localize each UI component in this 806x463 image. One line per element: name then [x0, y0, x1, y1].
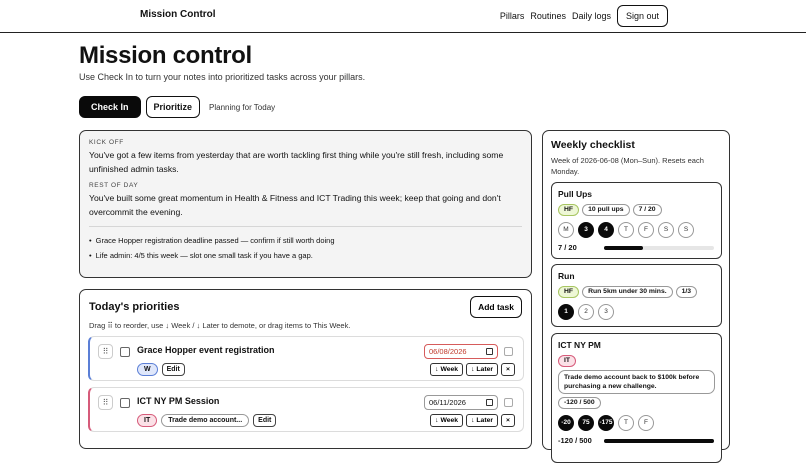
calendar-icon[interactable]	[486, 399, 493, 406]
demote-later-button[interactable]: ↓ Later	[466, 414, 498, 427]
progress-bar	[604, 439, 714, 443]
habit-card-run	[551, 264, 722, 327]
progress-label: 7 / 20	[558, 243, 577, 252]
progress-bar-fill	[604, 439, 714, 443]
task-complete-checkbox[interactable]	[120, 398, 130, 408]
habit-name: Run	[558, 271, 575, 281]
day-toggle[interactable]: 3	[578, 222, 594, 238]
task-chips	[137, 414, 276, 427]
check-in-button[interactable]: Check In	[79, 96, 141, 118]
pillar-badge: HF	[558, 204, 579, 216]
sign-out-button[interactable]: Sign out	[617, 5, 668, 27]
demote-week-button[interactable]: ↓ Week	[430, 414, 463, 427]
habit-count-chip: 7 / 20	[633, 204, 662, 216]
weekly-checklist-subtitle: Week of 2026-06-08 (Mon–Sun). Resets each Monday.	[551, 156, 704, 176]
weekly-checklist-title: Weekly checklist	[551, 139, 635, 151]
habit-progress	[558, 436, 715, 445]
task-actions	[430, 414, 515, 427]
pillar-badge: W	[137, 363, 158, 376]
day-toggles	[558, 415, 715, 431]
progress-bar	[604, 246, 714, 250]
day-toggle[interactable]: 75	[578, 415, 594, 431]
task-actions	[430, 363, 515, 376]
remove-task-button[interactable]: ×	[501, 414, 515, 427]
calendar-icon[interactable]	[486, 348, 493, 355]
task-complete-checkbox[interactable]	[120, 347, 130, 357]
progress-label: -120 / 500	[558, 436, 592, 445]
habit-chips	[558, 204, 715, 216]
habit-count-chip: -120 / 500	[558, 397, 601, 409]
nav-link-pillars[interactable]: Pillars	[499, 11, 525, 21]
habit-name: ICT NY PM	[558, 340, 601, 350]
day-toggle[interactable]: -175	[598, 415, 614, 431]
drag-handle-icon[interactable]: ⠿	[98, 344, 113, 359]
pillar-badge: IT	[558, 355, 576, 367]
remove-task-button[interactable]: ×	[501, 363, 515, 376]
day-toggle[interactable]: 1	[558, 304, 574, 320]
task-select-checkbox[interactable]	[504, 347, 513, 356]
page-subtitle: Use Check In to turn your notes into prioritized tasks across your pillars.	[79, 72, 366, 82]
day-toggle[interactable]: M	[558, 222, 574, 238]
habit-goal-chip: 10 pull ups	[582, 204, 630, 216]
demote-later-button[interactable]: ↓ Later	[466, 363, 498, 376]
day-toggle[interactable]: S	[658, 222, 674, 238]
brand-logo[interactable]: Mission Control	[140, 9, 216, 20]
kickoff-text: You've got a few items from yesterday that are worth tackling first thing while you're still fresh, including some unfinished admin tasks.	[89, 150, 504, 174]
habit-goal-chip: Trade demo account back to $100k before purchasing a new challenge.	[558, 370, 715, 394]
pillar-badge: HF	[558, 286, 579, 298]
priorities-hint: Drag ⠿ to reorder, use ↓ Week / ↓ Later to demote, or drag items to This Week.	[89, 321, 351, 330]
day-toggle[interactable]: F	[638, 222, 654, 238]
task-date-input[interactable]	[424, 344, 498, 359]
task-title: Grace Hopper event registration	[137, 345, 275, 355]
task-date-value: 06/11/2026	[429, 398, 466, 407]
prioritize-button[interactable]: Prioritize	[146, 96, 201, 118]
demote-week-button[interactable]: ↓ Week	[430, 363, 463, 376]
habit-goal-chip: Run 5km under 30 mins.	[582, 286, 673, 298]
checkin-summary-card	[79, 130, 532, 278]
rest-of-day-text: You've built some great momentum in Health & Fitness and ICT Trading this week; keep that going and don't overcommit the evening.	[89, 193, 501, 217]
task-date-input[interactable]	[424, 395, 498, 410]
day-toggle[interactable]: F	[638, 415, 654, 431]
edit-button[interactable]: Edit	[162, 363, 185, 376]
habit-chips	[558, 286, 715, 298]
task-title: ICT NY PM Session	[137, 396, 220, 406]
day-toggles	[558, 304, 715, 320]
top-nav	[0, 0, 806, 33]
list-item: • Grace Hopper registration deadline passed — confirm if still worth doing	[89, 233, 522, 248]
kickoff-label: KICK OFF	[89, 139, 124, 146]
task-row[interactable]	[88, 336, 524, 381]
pillar-badge: IT	[137, 414, 157, 427]
habit-card-pull-ups	[551, 182, 722, 259]
habit-progress	[558, 243, 715, 252]
day-toggle[interactable]: 3	[598, 304, 614, 320]
weekly-checklist-card	[542, 130, 730, 450]
linked-goal-chip: Trade demo account...	[161, 414, 249, 427]
checkin-notes	[89, 226, 522, 263]
day-toggle[interactable]: T	[618, 222, 634, 238]
habit-count-chip: 1/3	[676, 286, 697, 298]
task-chips	[137, 363, 185, 376]
nav-link-daily-logs[interactable]: Daily logs	[571, 11, 611, 21]
day-toggle[interactable]: 4	[598, 222, 614, 238]
day-toggles	[558, 222, 715, 238]
day-toggle[interactable]: -20	[558, 415, 574, 431]
task-select-checkbox[interactable]	[504, 398, 513, 407]
nav-link-routines[interactable]: Routines	[530, 11, 566, 21]
progress-bar-fill	[604, 246, 643, 250]
rest-of-day-label: REST OF DAY	[89, 182, 139, 189]
habit-chips	[558, 355, 715, 409]
habit-card-ict-ny-pm	[551, 333, 722, 463]
day-toggle[interactable]: 2	[578, 304, 594, 320]
priorities-title: Today's priorities	[89, 301, 180, 313]
mode-bar	[79, 96, 275, 118]
add-task-button[interactable]: Add task	[470, 296, 522, 318]
nav-links	[500, 5, 668, 27]
page-title: Mission control	[79, 42, 252, 69]
habit-name: Pull Ups	[558, 189, 593, 199]
day-toggle[interactable]: S	[678, 222, 694, 238]
day-toggle[interactable]: T	[618, 415, 634, 431]
todays-priorities-card	[79, 289, 532, 449]
kickoff-section	[89, 139, 522, 176]
rest-of-day-section	[89, 182, 522, 219]
list-item: • Life admin: 4/5 this week — slot one small task if you have a gap.	[89, 248, 522, 263]
planning-label: Planning for Today	[209, 102, 276, 112]
task-date-value: 06/08/2026	[429, 347, 467, 356]
drag-handle-icon[interactable]: ⠿	[98, 395, 113, 410]
edit-button[interactable]: Edit	[253, 414, 276, 427]
task-row[interactable]	[88, 387, 524, 432]
